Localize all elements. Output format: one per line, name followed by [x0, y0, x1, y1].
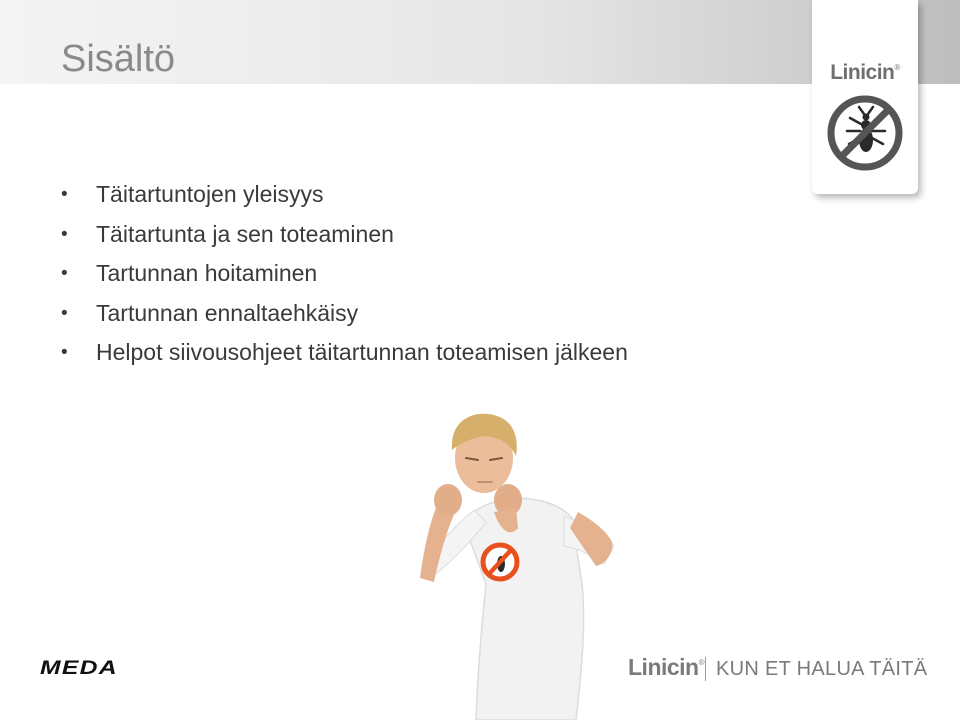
footer-divider: [705, 657, 706, 681]
linicin-logo-tab: [812, 0, 918, 194]
registered-mark: ®: [698, 658, 705, 667]
footer-linicin-logo: [628, 656, 704, 679]
footer-slogan: KUN ET HALUA TÄITÄ: [716, 658, 928, 680]
footer-linicin-wordmark: Linicin: [628, 654, 699, 680]
bullet-item: • Tartunnan hoitaminen: [60, 254, 628, 294]
slide-title: Sisältö: [61, 38, 176, 80]
linicin-brand-logo: [812, 62, 918, 83]
bullet-item: • Täitartuntojen yleisyys: [60, 175, 628, 215]
bullet-item: • Täitartunta ja sen toteaminen: [60, 215, 628, 255]
linicin-wordmark: Linicin: [830, 61, 895, 84]
content-bullet-list: [60, 175, 628, 373]
bullet-item: • Tartunnan ennaltaehkäisy: [60, 294, 628, 334]
boy-boxing-photo: [400, 408, 630, 720]
no-lice-icon: [826, 94, 904, 172]
meda-logo: MEDA: [40, 658, 118, 679]
bullet-item: • Helpot siivousohjeet täitartunnan toteamisen jälkeen: [60, 333, 628, 373]
registered-mark: ®: [894, 63, 900, 72]
